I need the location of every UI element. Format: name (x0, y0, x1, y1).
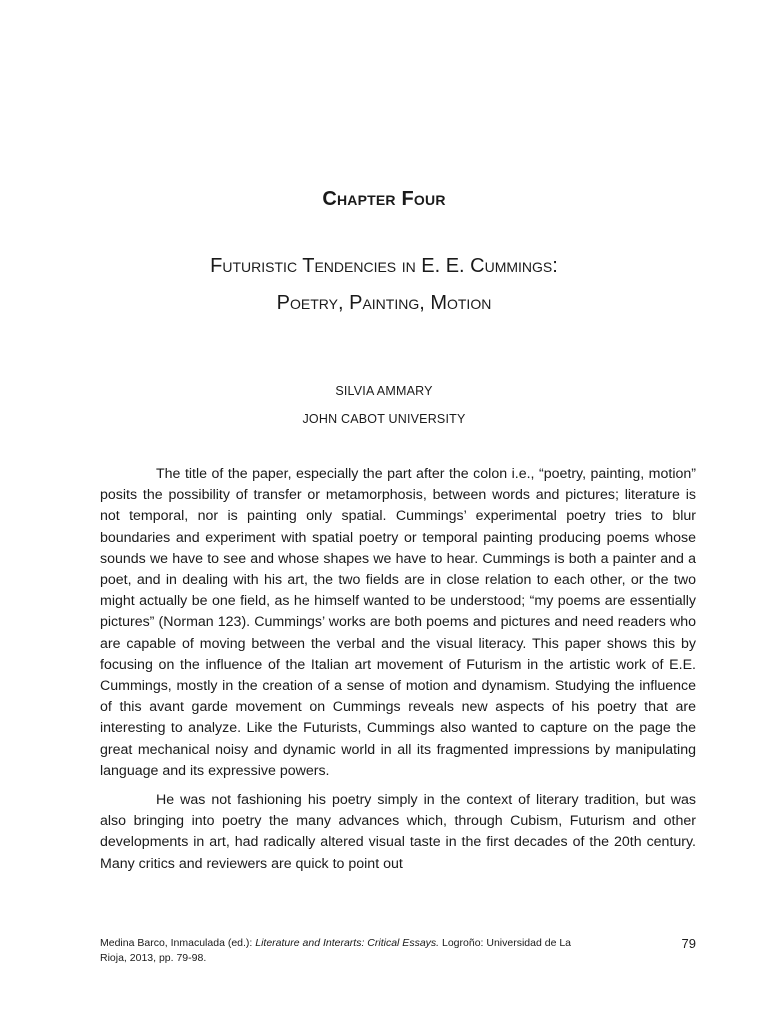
author-affiliation: JOHN CABOT UNIVERSITY (302, 412, 466, 426)
footer-citation (100, 936, 580, 966)
citation-prefix: Medina Barco, Inmaculada (ed.): (100, 937, 256, 949)
footer (100, 936, 696, 966)
chapter-heading: Chapter Four (322, 188, 446, 210)
paragraph: He was not fashioning his poetry simply in the context of literary tradition, but was also bringing into poetry the many advances which, through Cubism, Futurism and other developments in art, had radically altered visual taste in the first decades of the 20th century. Many critics and reviewers are quick to point out (100, 792, 696, 872)
citation-title: Literature and Interarts: Critical Essays. (255, 937, 440, 949)
chapter-title-line-2: Poetry, Painting, Motion (276, 292, 492, 314)
page-number: 79 (681, 936, 696, 951)
chapter-title-line-1: Futuristic Tendencies in E. E. Cummings: (210, 255, 558, 277)
author-name: SILVIA AMMARY (335, 384, 433, 398)
body-text (100, 464, 696, 875)
paragraph: The title of the paper, especially the part after the colon i.e., “poetry, painting, motion” posits the possibility of transfer or metamorphosis, between words and pictures; literature is not temporal, nor is painting only spatial. Cummings’ experimental poetry tries to blur boundaries and experiment with spatial poetry or temporal painting producing poems whose sounds we have to see and whose shapes we have to hear. Cummings is both a painter and a poet, and in dealing with his art, the two fields are in close relation to each other, or the two might actually be one field, as he himself wanted to be understood; “my poems are essentially pictures” (Norman 123). Cummings’ works are both poems and pictures and need readers who are capable of moving between the verbal and the visual literacy. This paper shows this by focusing on the influence of the Italian art movement of Futurism in the artistic work of E.E. Cummings, mostly in the creation of a sense of motion and dynamism. Studying the influence of this avant garde movement on Cummings reveals new aspects of his poetry that are interesting to analyze. Like the Futurists, Cummings also wanted to capture on the page the great mechanical noisy and dynamic world in all its fragmented impressions by manipulating language and its expressive powers. (100, 466, 696, 779)
citation-suffix: Logroño: Universidad de La Rioja, 2013, pp. 79-98. (100, 937, 571, 964)
